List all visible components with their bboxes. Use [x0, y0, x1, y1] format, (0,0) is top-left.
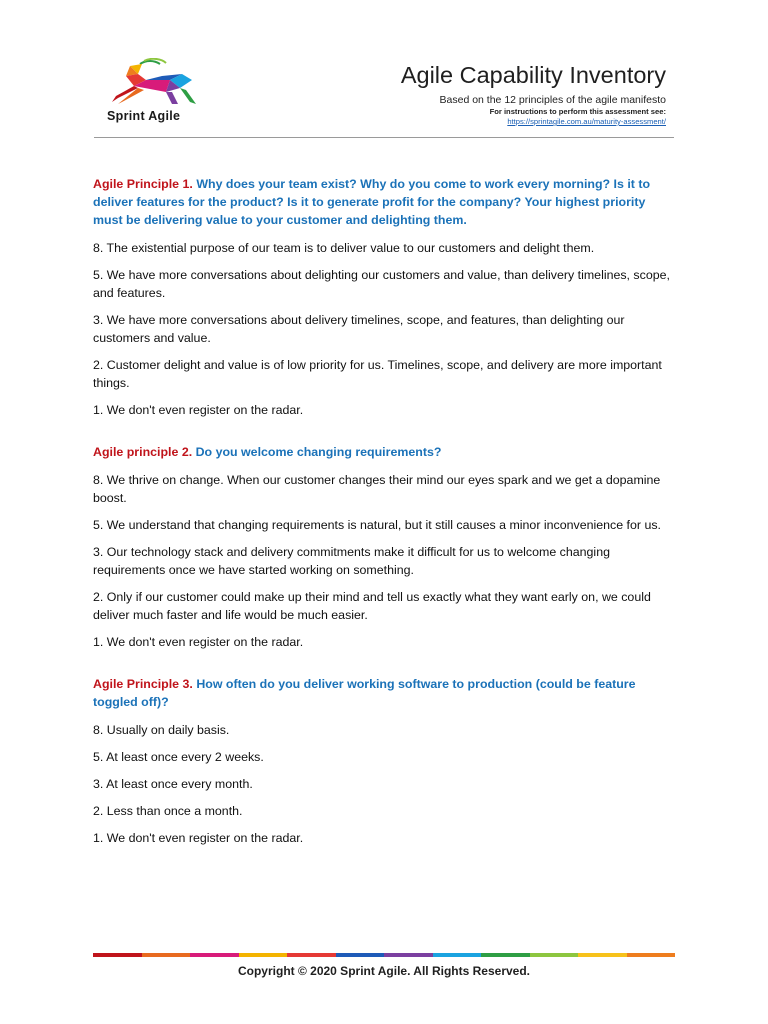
- color-bar-segment: [384, 953, 433, 957]
- option-item: 2. Less than once a month.: [93, 804, 243, 818]
- principle-question: Do you welcome changing requirements?: [195, 445, 442, 459]
- logo-text: Sprint Agile: [107, 109, 181, 123]
- color-bar-segment: [190, 953, 239, 957]
- option-item: 1. We don't even register on the radar.: [93, 635, 304, 649]
- option-item: 3. We have more conversations about delivery timelines, scope, and features, than delighting our customers and value.: [93, 313, 625, 345]
- option-item: 8. We thrive on change. When our customer changes their mind our eyes spark and we get a dopamine boost.: [93, 473, 661, 505]
- principle-label: Agile Principle 1.: [93, 177, 193, 191]
- color-bar-segment: [239, 953, 288, 957]
- option-item: 5. At least once every 2 weeks.: [93, 750, 264, 764]
- color-bar-segment: [627, 953, 676, 957]
- option-item: 1. We don't even register on the radar.: [93, 831, 304, 845]
- color-bar-segment: [336, 953, 385, 957]
- document-title: Agile Capability Inventory: [400, 62, 666, 88]
- color-bar-segment: [530, 953, 579, 957]
- sprint-agile-logo: [104, 58, 204, 128]
- principle-label: Agile principle 2.: [93, 445, 193, 459]
- copyright-text: Copyright © 2020 Sprint Agile. All Rights Reserved.: [237, 964, 530, 978]
- principle-question: Why does your team exist? Why do you come to work every morning? Is it to deliver features for the product? Is it to generate profit for the company? Your highest priority must be delivering value to your customer and delighting them.: [93, 177, 651, 227]
- color-bar-segment: [142, 953, 191, 957]
- principle-section-2: [93, 443, 678, 651]
- assessment-link[interactable]: https://sprintagile.com.au/maturity-assessment/: [507, 117, 666, 126]
- option-item: 2. Customer delight and value is of low priority for us. Timelines, scope, and delivery are more important things.: [93, 358, 662, 390]
- option-item: 8. Usually on daily basis.: [93, 723, 230, 737]
- option-item: 3. At least once every month.: [93, 777, 253, 791]
- color-bar-segment: [578, 953, 627, 957]
- color-bar-segment: [481, 953, 530, 957]
- principle-label: Agile Principle 3.: [93, 677, 193, 691]
- principle-question: How often do you deliver working software to production (could be feature toggled off)?: [93, 677, 636, 709]
- color-bar-segment: [287, 953, 336, 957]
- option-item: 3. Our technology stack and delivery commitments make it difficult for us to welcome changing requirements once we have started working on something.: [93, 545, 610, 577]
- principle-section-1: [93, 175, 678, 419]
- document-subtitle: Based on the 12 principles of the agile manifesto: [439, 94, 666, 106]
- principle-section-3: [93, 675, 678, 847]
- option-item: 5. We have more conversations about delighting our customers and value, than delivery timelines, scope, and features.: [93, 268, 670, 300]
- instructions-text: For instructions to perform this assessment see:: [489, 107, 666, 116]
- principle-heading: [93, 443, 678, 461]
- principle-heading: [93, 675, 678, 711]
- principles-list: [93, 175, 678, 871]
- footer-color-bar: [93, 953, 675, 957]
- header-divider: [94, 137, 674, 138]
- page-header: [0, 0, 768, 140]
- color-bar-segment: [93, 953, 142, 957]
- option-item: 1. We don't even register on the radar.: [93, 403, 304, 417]
- option-item: 8. The existential purpose of our team is to deliver value to our customers and delight them.: [93, 241, 595, 255]
- color-bar-segment: [433, 953, 482, 957]
- option-item: 5. We understand that changing requirements is natural, but it still causes a minor inconvenience for us.: [93, 518, 661, 532]
- leaping-gazelle-icon: [108, 58, 200, 106]
- option-item: 2. Only if our customer could make up their mind and tell us exactly what they want early on, we could deliver much faster and life would be much easier.: [93, 590, 651, 622]
- principle-heading: [93, 175, 678, 229]
